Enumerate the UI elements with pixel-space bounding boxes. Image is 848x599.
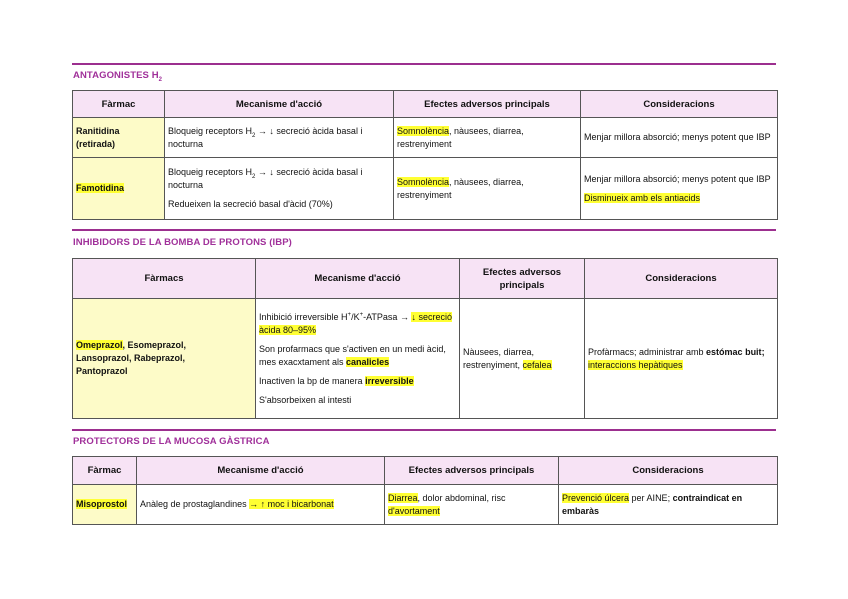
drug-cell: Omeprazol, Esomeprazol, Lansoprazol, Rabeprazol, Pantoprazol: [73, 299, 256, 419]
drug-cell: Famotidina: [73, 158, 165, 220]
col-header-considerations: Consideracions: [559, 457, 778, 485]
col-header-adverse: Efectes adversos principals: [460, 259, 585, 299]
col-header-mechanism: Mecanisme d'acció: [165, 91, 394, 118]
section-title: PROTECTORS DE LA MUCOSA GÀSTRICA: [73, 436, 270, 447]
mechanism-cell: Bloqueig receptors $H_2$ → ↓ secreció àcida basal i nocturna Redueixen la secreció basal d'àcid (70%): [165, 158, 394, 220]
table-row: [73, 118, 778, 158]
ppi-table: [72, 258, 778, 419]
table-row: [73, 299, 778, 419]
adverse-cell: Somnolència, nàusees, diarrea, restrenyiment: [394, 118, 581, 158]
considerations-cell: Prevenció úlcera per AINE; contraindicat en embaràs: [559, 485, 778, 525]
section-title: ANTAGONISTES H: [73, 70, 159, 81]
col-header-drugs: Fàrmacs: [73, 259, 256, 299]
col-header-adverse: Efectes adversos principals: [394, 91, 581, 118]
considerations-cell: Menjar millora absorció; menys potent que IBP Disminueix amb els antiacids: [581, 158, 778, 220]
section-rule: [72, 229, 776, 231]
col-header-drug: Fàrmac: [73, 457, 137, 485]
section-heading-h2: [73, 70, 162, 81]
col-header-mechanism: Mecanisme d'acció: [137, 457, 385, 485]
mechanism-cell: Anàleg de prostaglandines → ↑ moc i bicarbonat: [137, 485, 385, 525]
drug-cell: Ranitidina (retirada): [73, 118, 165, 158]
section-heading-ibp: [73, 237, 292, 248]
section-rule: [72, 429, 776, 431]
adverse-cell: Somnolència, nàusees, diarrea, restrenyiment: [394, 158, 581, 220]
adverse-cell: Diarrea, dolor abdominal, risc d'avortament: [385, 485, 559, 525]
mucosa-protectors-table: [72, 456, 778, 525]
considerations-cell: Menjar millora absorció; menys potent que IBP: [581, 118, 778, 158]
table-row: [73, 158, 778, 220]
section-heading-mucosa: [73, 436, 270, 447]
h2-antagonists-table: [72, 90, 778, 220]
section-title: INHIBIDORS DE LA BOMBA DE PROTONS (IBP): [73, 237, 292, 248]
col-header-drug: Fàrmac: [73, 91, 165, 118]
col-header-adverse: Efectes adversos principals: [385, 457, 559, 485]
section-rule: [72, 63, 776, 65]
col-header-mechanism: Mecanisme d'acció: [256, 259, 460, 299]
considerations-cell: Profàrmacs; administrar amb estómac buit; interaccions hepàtiques: [585, 299, 778, 419]
col-header-considerations: Consideracions: [581, 91, 778, 118]
mechanism-cell: Inhibició irreversible H+/K+-ATPasa → ↓ secreció àcida 80–95% Son profarmacs que s'activen en un medi àcid, mes exacxtament als canalicles Inactiven la bp de manera irreversible S'absorbeixen al intesti: [256, 299, 460, 419]
adverse-cell: Nàusees, diarrea, restrenyiment, cefalea: [460, 299, 585, 419]
col-header-considerations: Consideracions: [585, 259, 778, 299]
mechanism-cell: Bloqueig receptors $H_2$ → ↓ secreció àcida basal i nocturna: [165, 118, 394, 158]
subscript: 2: [158, 76, 163, 83]
table-row: [73, 485, 778, 525]
drug-cell: Misoprostol: [73, 485, 137, 525]
